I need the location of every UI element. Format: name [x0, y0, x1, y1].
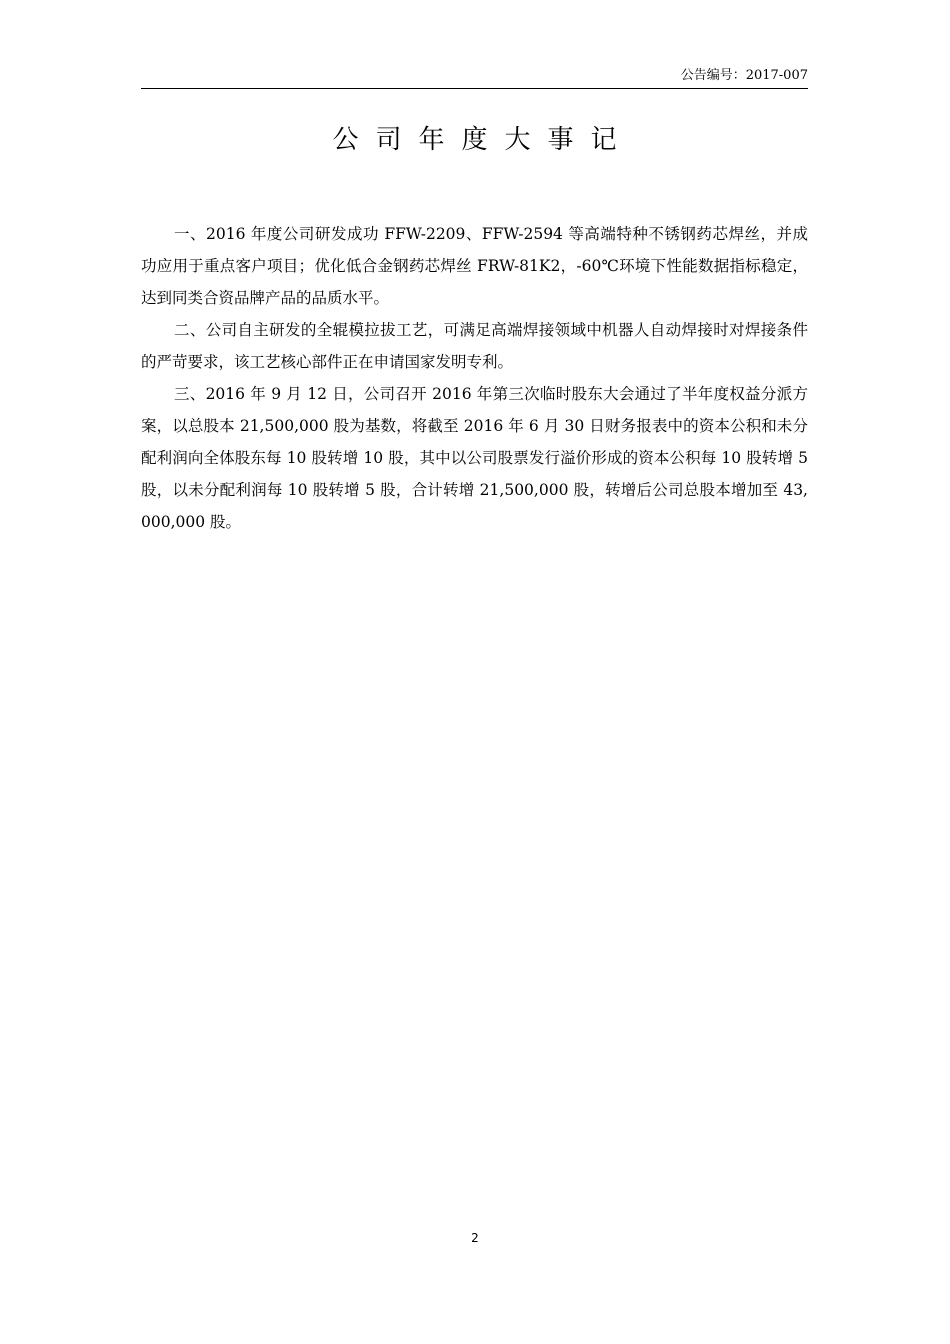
paragraph-2: 二、公司自主研发的全辊模拉拔工艺，可满足高端焊接领域中机器人自动焊接时对焊接条件的严苛要求，该工艺核心部件正在申请国家发明专利。 — [141, 321, 808, 371]
paragraph-1: 一、2016 年度公司研发成功 FFW-2209、FFW-2594 等高端特种不锈钢药芯焊丝，并成功应用于重点客户项目；优化低合金钢药芯焊丝 FRW-81K2，-60℃环境下性能数据指标稳定，达到同类合资品牌产品的品质水平。 — [141, 225, 808, 307]
announcement-code: 公告编号：2017-007 — [680, 68, 808, 83]
page-title: 公司年度大事记 — [332, 125, 634, 155]
header-divider — [141, 88, 808, 89]
page-number: 2 — [471, 1231, 479, 1245]
paragraph-3: 三、2016 年 9 月 12 日，公司召开 2016 年第三次临时股东大会通过了半年度权益分派方案，以总股本 21,500,000 股为基数，将截至 2016 年 6 月 30 日财务报表中的资本公积和未分配利润向全体股东每 10 股转增 10 股，其中以公司股票发行溢价形成的资本公积每 10 股转增 5 股，以未分配利润每 10 股转增 5 股，合计转增 21,500,000 股，转增后公司总股本增加至 43,000,000 股。 — [141, 385, 808, 531]
document-body — [141, 218, 808, 538]
